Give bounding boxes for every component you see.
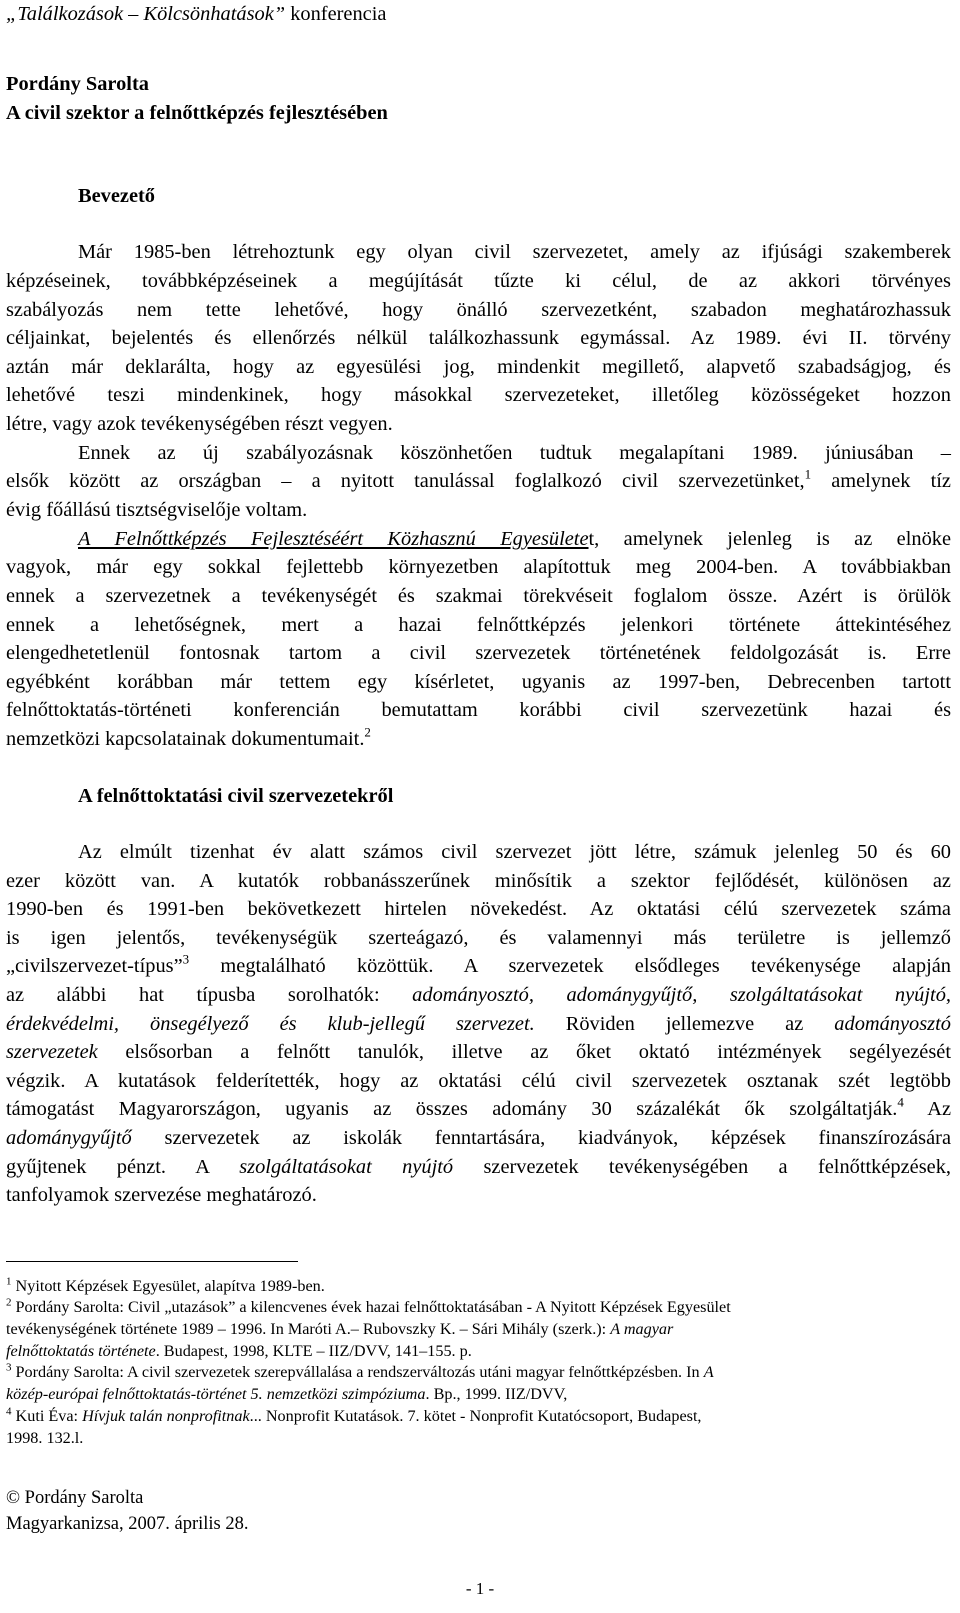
footnote-num: 4 <box>6 1405 12 1418</box>
footnote-1 <box>6 1276 951 1297</box>
footnote-book-title: A magyar <box>610 1320 674 1338</box>
org-types: adományosztó, adománygyűjtő, szolgáltatásokat nyújtó, <box>412 984 951 1006</box>
footnote-book-title: A <box>703 1363 714 1381</box>
footnote-2 <box>6 1297 951 1318</box>
paragraph-line <box>6 981 951 1010</box>
text-span: az alábbi hat típusba sorolhatók: <box>6 984 413 1006</box>
text-span: nemzetközi kapcsolatainak dokumentumait. <box>6 728 365 750</box>
conference-title: „Találkozások – Kölcsönhatások” <box>6 3 286 25</box>
text-span: megtalálható közöttük. A szervezetek elsődleges tevékenysége alapján <box>189 955 951 977</box>
text-span: támogatást Magyarországon, ugyanis az összes adomány 30 százalékát ők szolgáltatják. <box>6 1098 898 1120</box>
text-span: amelynek tíz <box>831 470 951 492</box>
article-title: A civil szektor a felnőttképzés fejlesztésében <box>6 102 388 124</box>
text-span: gyűjtenek pénzt. A <box>6 1156 240 1178</box>
footnote-num: 3 <box>6 1361 12 1374</box>
footnote-num: 2 <box>6 1296 12 1309</box>
paragraph-line: ezer között van. A kutatók robbanásszerűnek minősítik a szektor fejlődését, különösen az <box>6 870 951 892</box>
page-number: - 1 - <box>465 1579 495 1598</box>
author-name: Pordány Sarolta <box>6 73 149 95</box>
org-name: A Felnőttképzés Fejlesztéséért Közhasznú Egyesülete <box>78 528 589 550</box>
footnote-ref-3[interactable]: 3 <box>182 951 190 967</box>
section-heading-intro: Bevezető <box>78 185 155 207</box>
paragraph-line <box>6 1095 951 1124</box>
paragraph-line <box>6 1038 951 1067</box>
section-heading-civil-orgs: A felnőttoktatási civil szervezetekről <box>78 785 394 807</box>
footnote-text: . Budapest, 1998, KLTE – IIZ/DVV, 141–155. p. <box>155 1342 472 1360</box>
paragraph-line <box>78 525 951 554</box>
paragraph-line: szabályozás nem tette lehetővé, hogy önálló szervezetként, szabadon meghatározhassuk <box>6 299 951 321</box>
paragraph-line: egyébként korábban már tettem egy kísérletet, ugyanis az 1997-ben, Debrecenben tartott <box>6 671 951 693</box>
footnote-text: Kuti Éva: <box>15 1407 83 1425</box>
text-span: szervezetek tevékenységében a felnőttképzések, <box>453 1156 951 1178</box>
org-types-cont: érdekvédelmi, önsegélyező és klub-jellegű szervezet. <box>6 1013 535 1035</box>
footnote-separator <box>6 1261 298 1262</box>
paragraph-line: vagyok, már egy sokkal fejlettebb környezetben alapítottuk meg 2004-ben. A továbbiakban <box>6 556 951 578</box>
paragraph-line: évig főállású tisztségviselője voltam. <box>6 499 308 521</box>
footnote-num: 1 <box>6 1275 12 1288</box>
paragraph-line <box>6 952 951 981</box>
term-adomanyoszto: adományosztó <box>834 1013 951 1035</box>
paragraph-line <box>6 725 951 754</box>
paragraph-line: elengedhetetlenül fontosnak tartom a civil szervezetek történetének feldolgozását is. Erre <box>6 642 951 664</box>
footnote-book-title: Hívjuk talán nonprofitnak <box>82 1407 250 1425</box>
text-span: „civilszervezet-típus” <box>6 955 183 977</box>
term-szervezetek: szervezetek <box>6 1041 98 1063</box>
footnote-book-title: felnőttoktatás története <box>6 1342 156 1360</box>
footnote-ref-4[interactable]: 4 <box>897 1094 904 1110</box>
footnote-ref-2[interactable]: 2 <box>364 724 371 740</box>
paragraph-line: is igen jelentős, tevékenységük szerteágazó, és valamennyi más területre is jellemző <box>6 927 951 949</box>
paragraph-line: képzéseinek, továbbképzéseinek a megújítását tűzte ki célul, de az akkori törvényes <box>6 270 951 292</box>
paragraph-line: felnőttoktatás-történeti konferencián bemutattam korábbi civil szervezetünk hazai és <box>6 699 951 721</box>
paragraph-line <box>6 1010 951 1039</box>
place-date-line: Magyarkanizsa, 2007. április 28. <box>6 1514 249 1534</box>
paragraph-line: 1990-ben és 1991-ben bekövetkezett hirtelen növekedést. Az oktatási célú szervezetek száma <box>6 898 951 920</box>
footnote-book-title: közép-európai felnőttoktatás-történet 5. nemzetközi szimpóziuma <box>6 1385 426 1403</box>
text-span: szervezetek az iskolák fenntartására, kiadványok, képzések finanszírozására <box>131 1127 951 1149</box>
paragraph-line <box>6 467 951 496</box>
paragraph-line: céljainkat, bejelentés és ellenőrzés nélkül találkozhassunk egymással. Az 1989. évi II. törvény <box>6 327 951 349</box>
conference-suffix: konferencia <box>290 3 387 25</box>
footnote-text: Pordány Sarolta: A civil szervezetek szerepvállalása a rendszerváltozás utáni magyar felnőttképzésben. In <box>15 1363 704 1381</box>
term-szolgaltatasokat: szolgáltatásokat nyújtó <box>239 1156 454 1178</box>
paragraph-line: végzik. A kutatások felderítették, hogy az oktatási célú civil szervezetek osztanak szét legtöbb <box>6 1070 951 1092</box>
footnote-4 <box>6 1406 951 1427</box>
text-span: Röviden jellemezve az <box>534 1013 835 1035</box>
footnote-text: tevékenységének története 1989 – 1996. In Maróti A.– Rubovszky K. – Sári Mihály (szerk.): <box>6 1320 611 1338</box>
copyright-line: © Pordány Sarolta <box>6 1488 144 1508</box>
text-span: elsősorban a felnőtt tanulók, illetve az őket oktató intézmények segélyezését <box>97 1041 951 1063</box>
footnote-text: ... Nonprofit Kutatások. 7. kötet - Nonprofit Kutatócsoport, Budapest, <box>249 1407 702 1425</box>
footnote-text: Pordány Sarolta: Civil „utazások” a kilencvenes évek hazai felnőttoktatásában - A Nyitott Képzések Egyesület <box>15 1298 731 1316</box>
footnote-text: Nyitott Képzések Egyesület, alapítva 1989-ben. <box>15 1277 325 1295</box>
footnote-2-cont <box>6 1341 951 1362</box>
paragraph-line: aztán már deklarálta, hogy az egyesülési jog, mindenkit megillető, alapvető szabadságjog, és <box>6 356 951 378</box>
paragraph-line: lehetővé teszi mindenkinek, hogy másokkal szervezeteket, illetőleg közösségeket hozzon <box>6 384 951 406</box>
text-span: t, amelynek jelenleg is az elnöke <box>588 528 952 550</box>
term-adomanygyujto: adománygyűjtő <box>6 1127 132 1149</box>
footnote-text: . Bp., 1999. IIZ/DVV, <box>425 1385 568 1403</box>
footnote-3-cont <box>6 1384 951 1405</box>
paragraph-line <box>6 1153 951 1182</box>
conference-header <box>6 0 951 29</box>
paragraph-line: Már 1985-ben létrehoztunk egy olyan civil szervezetet, amely az ifjúsági szakemberek <box>78 241 951 263</box>
footnote-3 <box>6 1362 951 1383</box>
paragraph-line: Ennek az új szabályozásnak köszönhetően tudtuk megalapítani 1989. júniusában – <box>78 442 951 464</box>
paragraph-line: tanfolyamok szervezése meghatározó. <box>6 1184 317 1206</box>
footnote-2-cont <box>6 1319 951 1340</box>
text-span: Az <box>927 1098 951 1120</box>
paragraph-line <box>6 1124 951 1153</box>
paragraph-line: ennek a szervezetnek a tevékenységét és szakmai törekvéseit foglalom össze. Azért is örülök <box>6 585 951 607</box>
footnote-4-cont: 1998. 132.l. <box>6 1429 84 1447</box>
footnote-ref-1[interactable]: 1 <box>804 466 812 482</box>
paragraph-line: ennek a lehetőségnek, mert a hazai felnőttképzés jelenkori története áttekintéséhez <box>6 614 951 636</box>
paragraph-line: létre, vagy azok tevékenységében részt vegyen. <box>6 413 393 435</box>
paragraph-line: Az elmúlt tizenhat év alatt számos civil szervezet jött létre, számuk jelenleg 50 és 60 <box>78 841 951 863</box>
text-span: elsők között az országban – a nyitott tanulással foglalkozó civil szervezetünket, <box>6 470 805 492</box>
